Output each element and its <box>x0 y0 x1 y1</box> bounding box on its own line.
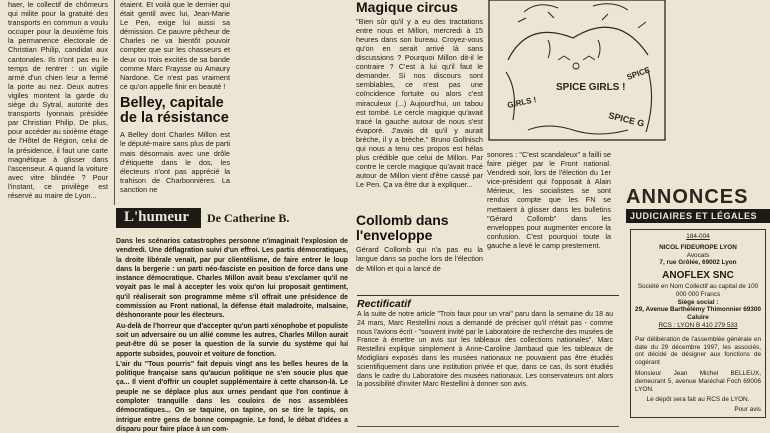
humeur-paragraph-2: Au-delà de l'horreur que d'accepter qu'un parti xénophobe et populiste soit un adversaire ou un allié comme les autres, Charles Millon aurait peut-être dû se poser la question de la survie du système qui lui apporte subsides, pouvoir et voiture de fonction. <box>116 322 348 358</box>
humeur-paragraph-1: Dans les scénarios catastrophes personne n'imaginait l'explosion de vendredi. Une déflagration suivi d'un effroi. Les partis démocratiques, la droite libérale venait, par pur clientélisme, de faire entrer le loup dans la bergerie : un parti néo-fasciste en position de force dans une instance démocratique. Charles Millon avait beau s'exclamer qu'il ne voyait pas le mal à accepter les voix qu'on lui proposait gentiment, qu'il réaliserait son programme même s'il offrait une présidence de commission au Front national, la défense était maladroite, malsaine, déshonorante pour les électeurs. <box>116 238 348 320</box>
cartoon-label-spiceg: SPICE G <box>607 110 646 129</box>
cartoon-drawing <box>488 0 668 142</box>
cartoon-label-spice: SPICE <box>625 65 652 82</box>
rectificatif-article <box>357 311 613 390</box>
humeur-article <box>116 237 348 433</box>
rcs-number: RCS : LYON B 410 279 533 <box>658 321 738 329</box>
article-millon-end <box>120 0 230 91</box>
column-three <box>356 0 483 200</box>
magique-headline: Magique circus <box>356 0 458 15</box>
annonces-subtitle: JUDICIAIRES ET LÉGALES <box>626 209 770 223</box>
seat-label: Siège social : <box>677 298 719 306</box>
column-divider <box>114 0 115 205</box>
pour-avis: Pour avis <box>734 406 761 414</box>
humeur-header <box>116 208 348 228</box>
notice-ref: 184-004 <box>686 233 710 240</box>
article-millon-end-text: étaient. Et voilà que le dernier qui était gentil avec lui, Jean-Marie Le Pen, exige lui aussi sa démission. Ce pauvre pêcheur de Charles ne va bientôt pouvoir compter que sur les chasseurs et deux ou trois excités de sa bande comme Marc Fraysse ou Amaury Nardone. Ce n'est pas vraiment ce qu'on appelle finir en beauté ! <box>120 0 230 91</box>
deposit-text: Le dépôt sera fait au RCS de LYON. <box>646 396 750 404</box>
company-name: ANOFLEX SNC <box>662 270 734 282</box>
deliberation-text: Par délibération de l'assemblée générale en date du 29 décembre 1997, les associés, ont décidé de désigner aux fonctions de cogérant <box>635 335 761 367</box>
rectificatif-article-text: A la suite de notre article "Trois faux pour un vrai" paru dans la semaine du 18 au 24 mars, Marc Restellini nous a demandé de préciser qu'il n'était pas - comme nous l'avions écrit - "souvent invité par le Laboratoire de recherche des musées de France à émettre un avis sur les tableaux des collections nationales". Marc Restellini explique simplement à Anne-Caroline Jambaud que les tableaux de Modigliani exposés dans les musées nationaux ne pouvaient pas être étudiés scientifiquement dans une institution privée et que, dans ce cas, ils sont étudiés dans le cadre du Laboratoire des musées nationaux. Les conservateurs ont alors la possibilité d'inviter Marc Restellini à donner son avis. <box>357 311 613 389</box>
collomb-block <box>356 213 483 283</box>
humeur-byline: De Catherine B. <box>207 210 290 225</box>
cartoon-label-main: SPICE GIRLS ! <box>556 82 626 93</box>
annonces-title: ANNONCES <box>626 186 749 208</box>
belley-article-text: A Belley dont Charles Millon est le député-maire sans plus de parti mais désormais avec une drôle d'étiquette dans le dos, les électeurs n'ont pas apprécié la trahison de Charbonnières. La sanction ne <box>120 130 230 194</box>
collomb-headline: Collomb dans l'enveloppe <box>356 213 449 243</box>
collomb-article-text: Gérard Collomb qui n'a pas eu la langue dans sa poche lors de l'élection de Millon et qui a lancé de <box>356 245 483 273</box>
rectificatif-box <box>357 295 619 421</box>
humeur-label: L'humeur <box>116 208 201 228</box>
company-body: Société en Nom Collectif au capital de 100 000 000 Francs <box>637 282 759 298</box>
article-chomeurs-text: haer, le collectif de chômeurs qui milite pour la gratuité des transports en commun a voulu occuper pour la deuxième fois la permanence électorale de Christian Philip, candidat aux cantonales. Ils n'ont pas eu le temps de rentrer : un vigile armé d'un chien leur a fermé la porte au nez. Deux autres vigiles montent la garde du siège du Sytral, autorité des transports lyonnais présidée par Christian Philip. De plus, pour accéder au sixième étage de l'Hôtel de Région, celui de la présidence, il faut une carte magnétique à glisser dans l'ascenseur. A quand la voiture avec vitre blindée ? Pour l'instant, ce privilège est réservé au maire de Lyon... <box>8 0 108 200</box>
sonores-article-text: sonores : "C'est scandaleux" a failli se faire piéger par le Front national. Vendredi soir, lors de l'élection du 1er vice-président qui l'opposait à Alain Mérieux, les socialistes se sont rendus compte que les FN se mettaient à glisser dans les bulletins "Gérard Collomb" dans les enveloppes pour augmenter encore la confusion. C'est pourquoi toute la gauche a levé le camp prestement. <box>487 150 611 250</box>
article-chomeurs <box>8 0 108 205</box>
manager-text: Monsieur Jean Michel BELLEUX, demeurant 5, avenue Maréchal Foch 69006 LYON. <box>635 369 761 393</box>
column-two <box>120 0 230 205</box>
collomb-article <box>356 245 483 272</box>
rectificatif-headline: Rectificatif <box>357 298 411 310</box>
annonces-box <box>626 186 770 433</box>
notary-address: 7, rue Grôlée, 69002 Lyon <box>659 259 737 267</box>
sonores-article <box>487 150 611 278</box>
humeur-box <box>116 208 348 433</box>
magique-article-text: "Bien sûr qu'il y a eu des tractations entre nous et Millon, mercredi à 15 heures dans son bureau. Croyez-vous qu'on en serait arrivé là sans discussions ? Pourquoi Millon dit-il le contraire ? C'est à lui qu'il faut le demander. Si nos discours sont semblables, ce n'est pas une coïncidence fortuite ou alors c'est miraculeux (...) Aujourd'hui, un tabou est tombé. Le cercle magique qu'avait tracé la gauche autour de nous s'est évaporé. J'avais dit qu'il y aurait brèche, il y a brèche." Bruno Gollnisch qui nous a tenu ces propos est hélas plus crédible que celui de Millon. Par contre le cercle magique qu'avait tracé autour de Millon vient d'être cassé par Le Pen. Ça va être dur à expliquer... <box>356 16 483 190</box>
notary-name: NICOL FIDEUROPE LYON <box>659 243 737 251</box>
seat-address: 29, Avenue Barthélémy Thimonnier 69300 Caluire <box>635 306 761 322</box>
cartoon-label-girls: GIRLS ! <box>506 95 538 110</box>
bottom-divider <box>357 426 619 427</box>
belley-article <box>120 130 230 194</box>
cartoon <box>488 0 668 142</box>
magique-article <box>356 17 483 190</box>
notary-role: Avocats <box>686 251 710 259</box>
annonces-notice <box>630 229 766 418</box>
belley-headline: Belley, capitale de la résistance <box>120 94 229 127</box>
humeur-paragraph-3: L'air du "Tous pourris" fait depuis vingt ans les belles heures de la politique française sans qu'aucun politique ne s'en soucie plus que ça... Il vient d'offrir un couplet supplémentaire à cette chanson-là. Le peuple ne se déplace plus aux urnes pendant que l'on continue à comploter tranquille dans les couloirs de nos assemblées démocratiques... On se taquine, on tapine, on se tire le tapis, on intrigue entre gens de bonne compagnie. Le fond, le débat d'idées a disparu pour faire place à un com- <box>116 360 348 433</box>
